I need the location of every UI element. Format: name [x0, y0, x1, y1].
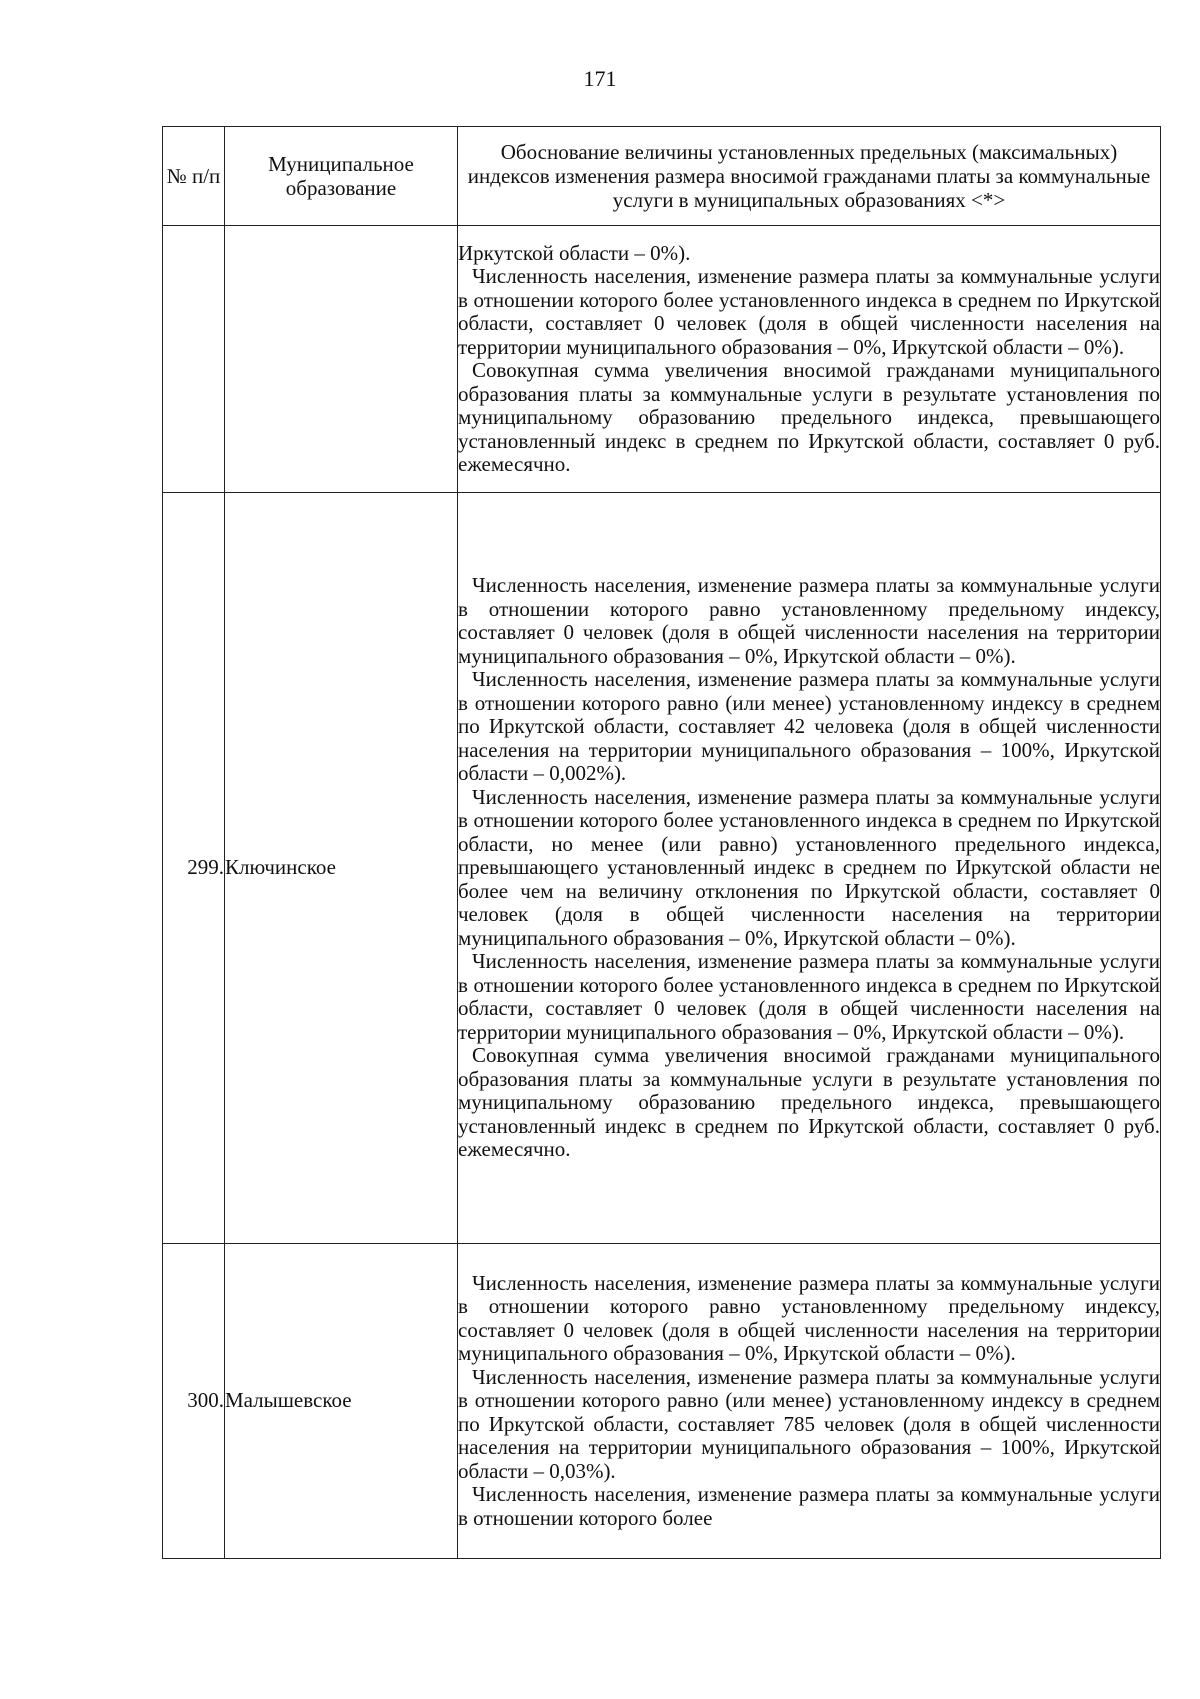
row-justification: [458, 226, 1161, 493]
paragraph: Иркутской области – 0%).: [458, 240, 691, 265]
paragraph: Совокупная сумма увеличения вносимой гражданами муниципального образования платы за коммунальные услуги в результате установления по муниципальному образованию предельного индекса, превышающего установленный индекс в среднем по Иркутской области, составляет 0 руб. ежемесячно.: [458, 358, 1160, 476]
header-justification: Обоснование величины установленных предельных (максимальных) индексов изменения размера вносимой гражданами платы за коммунальные услуги в муниципальных образованиях <*>: [458, 127, 1161, 226]
header-num: № п/п: [163, 127, 225, 226]
paragraph: Численность населения, изменение размера платы за коммунальные услуги в отношении которого равно (или менее) установленному индексу в среднем по Иркутской области, составляет 42 человека (доля в общей численности населения на территории муниципального образования – 100%, Иркутской области – 0,002%).: [458, 667, 1160, 786]
table-row: [163, 1244, 1161, 1559]
row-municipality: [225, 226, 458, 493]
paragraph: Численность населения, изменение размера платы за коммунальные услуги в отношении которого равно (или менее) установленному индексу в среднем по Иркутской области, составляет 785 человек (доля в общей численности населения на территории муниципального образования – 100%, Иркутской области – 0,03%).: [458, 1364, 1160, 1483]
paragraph: Численность населения, изменение размера платы за коммунальные услуги в отношении которого более установленного индекса в среднем по Иркутской области, но менее (или равно) установленного предельного индекса, превышающего установленный индекс в среднем по Иркутской области не более чем на величину отклонения по Иркутской области, составляет 0 человек (доля в общей численности населения на территории муниципального образования – 0%, Иркутской области – 0%).: [458, 784, 1160, 950]
table-row: [163, 226, 1161, 493]
paragraph: Численность населения, изменение размера платы за коммунальные услуги в отношении которого более установленного индекса в среднем по Иркутской области, составляет 0 человек (доля в общей численности населения на территории муниципального образования – 0%, Иркутской области – 0%).: [458, 264, 1160, 359]
row-number: 299.: [163, 493, 225, 1244]
paragraph: Численность населения, изменение размера платы за коммунальные услуги в отношении которого равно установленному предельному индексу, составляет 0 человек (доля в общей численности населения на территории муниципального образования – 0%, Иркутской области – 0%).: [458, 1270, 1160, 1366]
paragraph: Численность населения, изменение размера платы за коммунальные услуги в отношении которого более: [458, 1482, 1160, 1530]
paragraph: Совокупная сумма увеличения вносимой гражданами муниципального образования платы за коммунальные услуги в результате установления по муниципальному образованию предельного индекса, превышающего установленный индекс в среднем по Иркутской области, составляет 0 руб. ежемесячно.: [458, 1043, 1160, 1162]
row-municipality: Ключинское: [225, 493, 458, 1244]
row-number: [163, 226, 225, 493]
table-header-row: [163, 127, 1161, 226]
table-row: [163, 493, 1161, 1244]
paragraph: Численность населения, изменение размера платы за коммунальные услуги в отношении которого равно установленному предельному индексу, составляет 0 человек (доля в общей численности населения на территории муниципального образования – 0%, Иркутской области – 0%).: [458, 573, 1160, 668]
row-justification: [458, 1244, 1161, 1559]
row-justification: [458, 493, 1161, 1244]
justification-table: [162, 126, 1161, 1559]
row-number: 300.: [163, 1244, 225, 1559]
row-municipality: Малышевское: [225, 1244, 458, 1559]
paragraph: Численность населения, изменение размера платы за коммунальные услуги в отношении которого более установленного индекса в среднем по Иркутской области, составляет 0 человек (доля в общей численности населения на территории муниципального образования – 0%, Иркутской области – 0%).: [458, 949, 1160, 1044]
header-municipality: Муниципальное образование: [225, 127, 458, 226]
page-number: 171: [583, 66, 617, 91]
